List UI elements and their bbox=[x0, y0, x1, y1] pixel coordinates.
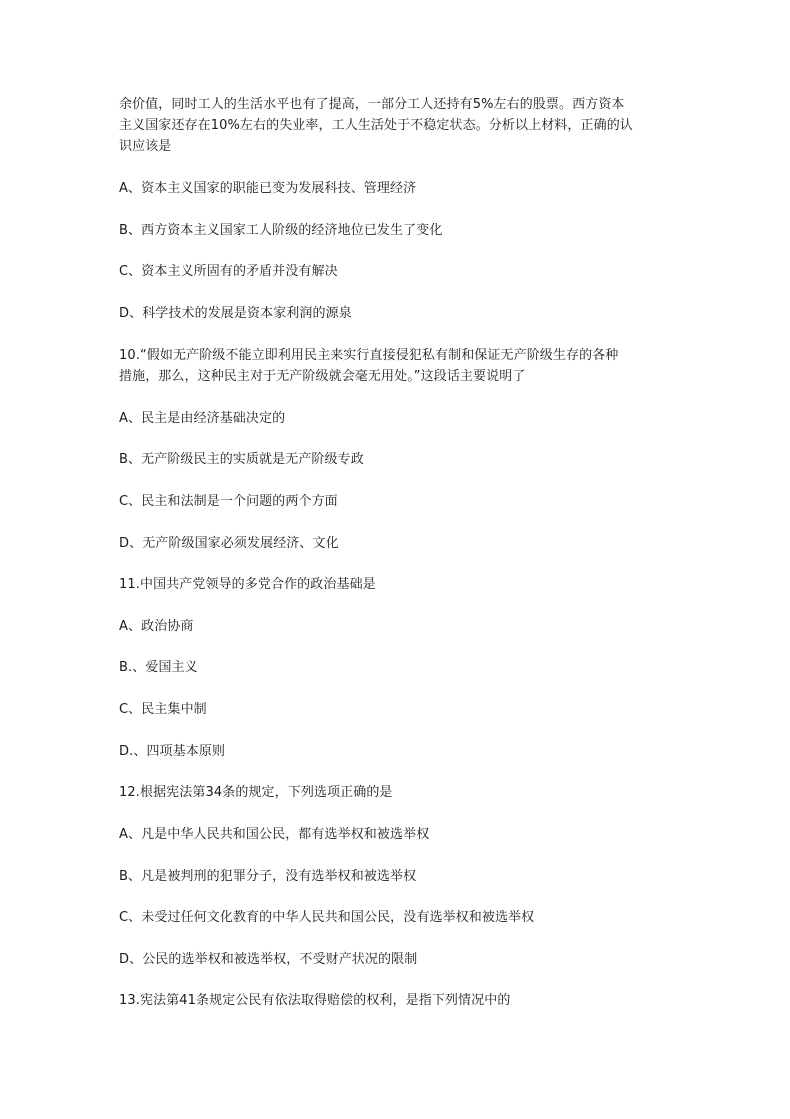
q10-stem-line-2: 措施，那么，这种民主对于无产阶级就会毫无用处。”这段话主要说明了 bbox=[119, 369, 526, 384]
q11-option-a: A、政治协商 bbox=[119, 619, 194, 634]
q9-option-d: D、科学技术的发展是资本家利润的源泉 bbox=[119, 306, 352, 321]
q11-option-d: D.、四项基本原则 bbox=[119, 744, 226, 759]
q10-option-d: D、无产阶级国家必须发展经济、文化 bbox=[119, 536, 339, 551]
q10-option-c: C、民主和法制是一个问题的两个方面 bbox=[119, 494, 338, 509]
q9-option-a: A、资本主义国家的职能已变为发展科技、管理经济 bbox=[119, 181, 417, 196]
q13-stem: 13.宪法第41条规定公民有依法取得赔偿的权利，是指下列情况中的 bbox=[119, 993, 511, 1008]
q9-option-b: B、西方资本主义国家工人阶级的经济地位已发生了变化 bbox=[119, 223, 443, 238]
q12-option-d: D、公民的选举权和被选举权，不受财产状况的限制 bbox=[119, 952, 418, 967]
q11-option-c: C、民主集中制 bbox=[119, 702, 207, 717]
q12-stem: 12.根据宪法第34条的规定，下列选项正确的是 bbox=[119, 785, 393, 800]
q12-option-a: A、凡是中华人民共和国公民，都有选举权和被选举权 bbox=[119, 827, 430, 842]
q12-option-c: C、未受过任何文化教育的中华人民共和国公民，没有选举权和被选举权 bbox=[119, 910, 535, 925]
q11-stem: 11.中国共产党领导的多党合作的政治基础是 bbox=[119, 577, 376, 592]
intro-text-line-1: 余价值，同时工人的生活水平也有了提高，一部分工人还持有5%左右的股票。西方资本 bbox=[119, 97, 625, 112]
q12-option-b: B、凡是被判刑的犯罪分子，没有选举权和被选举权 bbox=[119, 869, 417, 884]
q10-option-a: A、民主是由经济基础决定的 bbox=[119, 411, 286, 426]
intro-text-line-3: 识应该是 bbox=[119, 139, 172, 154]
q11-option-b: B.、爱国主义 bbox=[119, 660, 198, 675]
intro-text-line-2: 主义国家还存在10%左右的失业率，工人生活处于不稳定状态。分析以上材料，正确的认 bbox=[119, 118, 633, 133]
q9-option-c: C、资本主义所固有的矛盾并没有解决 bbox=[119, 264, 338, 279]
q10-stem-line-1: 10.“假如无产阶级不能立即利用民主来实行直接侵犯私有制和保证无产阶级生存的各种 bbox=[119, 348, 619, 363]
q10-option-b: B、无产阶级民主的实质就是无产阶级专政 bbox=[119, 452, 364, 467]
